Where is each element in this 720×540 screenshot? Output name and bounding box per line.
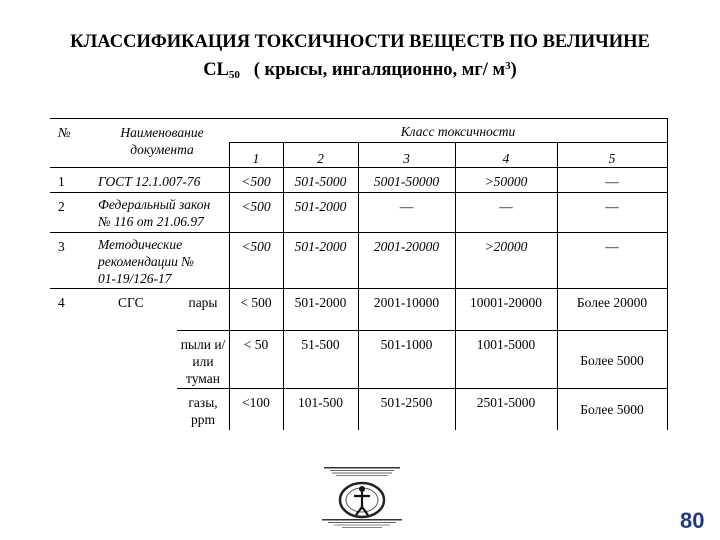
- row-3-num: 3: [58, 239, 65, 254]
- header-class-4: 4: [502, 151, 510, 166]
- title-line-1: КЛАССИФИКАЦИЯ ТОКСИЧНОСТИ ВЕЩЕСТВ ПО ВЕЛИЧИНЕ: [70, 32, 650, 52]
- row-3-class-4: >20000: [484, 239, 528, 254]
- title-line-2: $CL_{50}$ ( крысы, ингаляционно, мг/ $м^3$): [203, 60, 517, 81]
- header-class-3: 3: [403, 151, 410, 166]
- page-title: [0, 30, 720, 87]
- cgs-vapors-class-3: 2001-10000: [373, 295, 440, 310]
- row-1-num: 1: [58, 174, 65, 189]
- row-1-class-5: —: [605, 174, 619, 189]
- cgs-vapors-class-4: 10001-20000: [470, 295, 542, 310]
- cgs-gases-class-3: 501-2500: [380, 395, 433, 410]
- cgs-gases-class-1: <100: [242, 395, 270, 410]
- row-4-doc: СГС: [118, 295, 144, 310]
- cgs-gases-class-4: 2501-5000: [476, 395, 536, 410]
- row-3-class-5: —: [605, 239, 619, 254]
- cgs-dust-class-5: Более 5000: [580, 353, 644, 368]
- row-2-class-4: —: [499, 199, 513, 214]
- header-class-2: 2: [317, 151, 324, 166]
- header-class-1: 1: [252, 151, 260, 166]
- row-2-class-3: —: [399, 199, 414, 214]
- header-num: №: [58, 125, 71, 140]
- header-doc-name: Наименование документа: [120, 125, 204, 157]
- row-1-class-2: 501-5000: [294, 174, 347, 189]
- cgs-gases-class-5: Более 5000: [580, 402, 644, 417]
- row-2-num: 2: [58, 199, 65, 214]
- cgs-dust-class-4: 1001-5000: [476, 337, 536, 352]
- cgs-dust-class-1: < 50: [243, 337, 269, 352]
- cgs-form-gases: газы, ppm: [188, 395, 218, 427]
- cgs-dust-class-3: 501-1000: [380, 337, 433, 352]
- cgs-gases-class-2: 101-500: [298, 395, 343, 410]
- row-2-doc: Федеральный закон № 116 от 21.06.97: [98, 197, 211, 229]
- row-3-class-1: <500: [241, 239, 271, 254]
- table-right-border: [667, 118, 668, 430]
- row-2-class-2: 501-2000: [294, 199, 347, 214]
- header-class: Класс токсичности: [400, 124, 516, 139]
- cgs-dust-bottom-border: [177, 388, 667, 389]
- cgs-form-vapors: пары: [188, 295, 218, 310]
- row-3-class-3: 2001-20000: [373, 239, 440, 254]
- header-class-5: 5: [608, 151, 616, 166]
- row-3-class-2: 501-2000: [294, 239, 347, 254]
- row-1-class-3: 5001-50000: [373, 174, 440, 189]
- cgs-vapors-class-5: Более 20000: [576, 295, 648, 310]
- page-number: 80: [680, 508, 705, 533]
- cgs-pary-bottom-border: [177, 330, 667, 331]
- class-header-divider: [229, 142, 667, 143]
- cgs-vapors-class-2: 501-2000: [294, 295, 347, 310]
- table-top-border: [50, 118, 667, 119]
- row-2-class-5: —: [605, 199, 619, 214]
- row-1-class-4: >50000: [484, 174, 528, 189]
- cgs-vapors-class-1: < 500: [240, 295, 272, 310]
- cgs-form-dust-mist: пыли и/или туман: [180, 337, 226, 386]
- cgs-dust-class-2: 51-500: [301, 337, 340, 352]
- institute-logo: [318, 465, 406, 529]
- row-2-class-1: <500: [241, 199, 271, 214]
- row-4-num: 4: [58, 295, 65, 310]
- row-1-doc: ГОСТ 12.1.007-76: [98, 174, 201, 189]
- row-3-doc: Методические рекомендации № 01-19/126-17: [98, 237, 195, 286]
- row-1-class-1: <500: [241, 174, 271, 189]
